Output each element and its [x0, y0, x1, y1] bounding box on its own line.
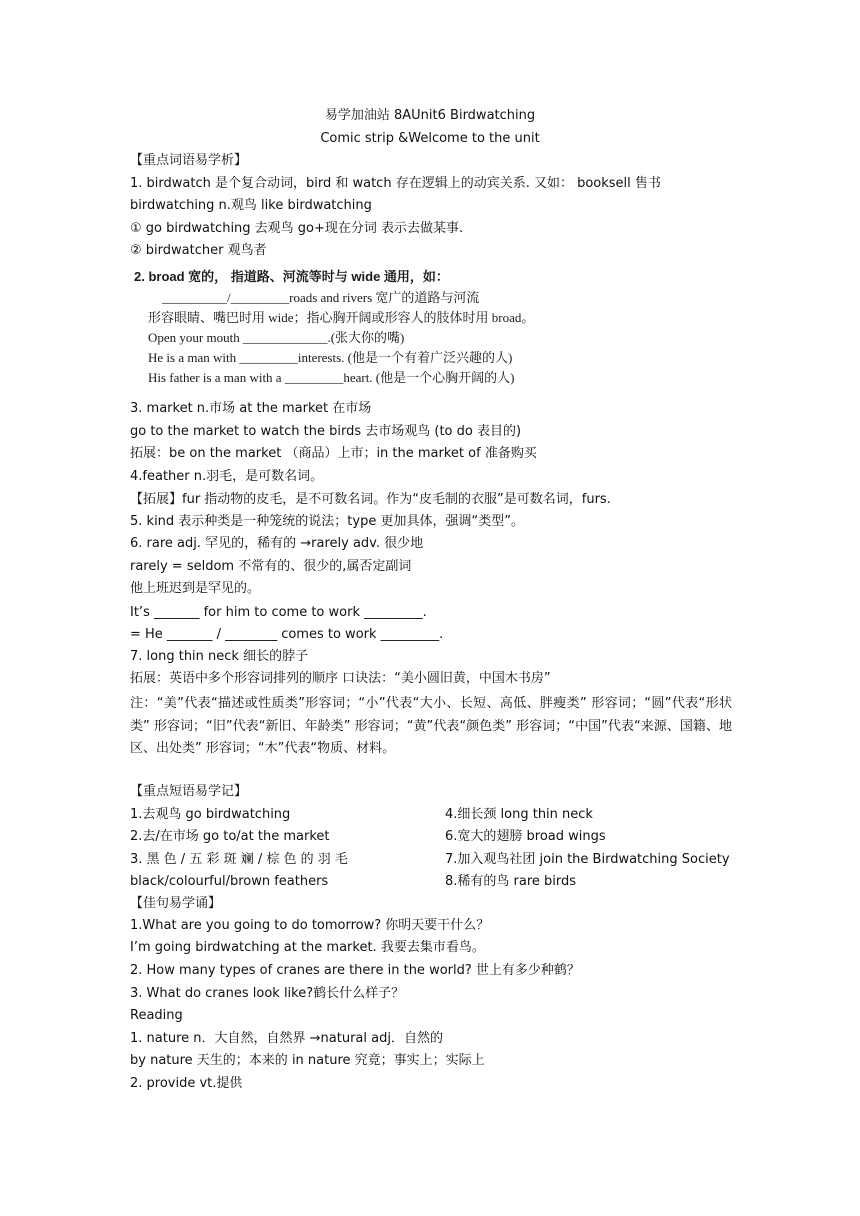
body-line: 拓展：英语中多个形容词排列的顺序 口诀法：“美小圆旧黄，中国木书房”	[130, 671, 551, 686]
broad-line: 2. broad 宽的， 指道路、河流等时与 wide 通用，如：	[134, 269, 449, 284]
vocab-line: ① go birdwatching 去观鸟 go+现在分词 表示去做某事.	[130, 221, 464, 236]
broad-line: __________/_________roads and rivers 宽广的道路与河流	[162, 290, 480, 305]
broad-line: He is a man with _________interests. (他是一个有着广泛兴趣的人)	[148, 350, 513, 365]
body-line: rarely = seldom 不常有的、很少的,属否定副词	[130, 559, 412, 574]
sentence-line: 1. nature n．大自然，自然界 →natural adj．自然的	[130, 1031, 443, 1046]
phrase-right: 7.加入观鸟社团 join the Birdwatching Society	[445, 852, 730, 867]
broad-image-block	[134, 266, 608, 390]
sentence-line: 2. How many types of cranes are there in the world? 世上有多少种鹤？	[130, 963, 580, 978]
phrase-left: 1.去观鸟 go birdwatching	[130, 807, 291, 822]
sentence-line: 3. What do cranes look like?鹤长什么样子？	[130, 986, 405, 1001]
sentence-line: 1.What are you going to do tomorrow? 你明天要干什么？	[130, 918, 490, 933]
phrase-right: 8.稀有的鸟 rare birds	[445, 874, 577, 889]
phrase-left: 2.去/在市场 go to/at the market	[130, 829, 330, 844]
reading-heading: Reading	[130, 1008, 183, 1023]
document-subtitle: Comic strip &Welcome to the unit	[320, 131, 540, 146]
broad-line: 形容眼睛、嘴巴时用 wide；指心胸开阔或形容人的肢体时用 broad。	[148, 310, 535, 325]
sentence-line: I’m going birdwatching at the market. 我要去集市看鸟。	[130, 940, 485, 955]
section-heading-phrases: 【重点短语易学记】	[130, 784, 248, 799]
phrase-left: black/colourful/brown feathers	[130, 874, 329, 889]
broad-line: Open your mouth _____________.(张大你的嘴)	[148, 330, 405, 345]
broad-line: His father is a man with a _________heart. (他是一个心胸开阔的人)	[148, 370, 515, 385]
document-title: 易学加油站 8AUnit6 Birdwatching	[324, 108, 536, 123]
vocab-line: ② birdwatcher 观鸟者	[130, 243, 267, 258]
section-heading-vocab: 【重点词语易学析】	[130, 153, 248, 168]
phrase-right: 4.细长颈 long thin neck	[445, 807, 593, 822]
section-heading-sentences: 【佳句易学诵】	[130, 896, 222, 911]
body-line: 【拓展】fur 指动物的皮毛，是不可数名词。作为“皮毛制的衣服”是可数名词，furs.	[130, 492, 611, 507]
body-line: = He _______ / ________ comes to work _________.	[130, 627, 444, 642]
body-line: 拓展：be on the market （商品）上市；in the market of 准备购买	[130, 446, 537, 461]
body-line: go to the market to watch the birds 去市场观鸟 (to do 表目的)	[130, 424, 522, 439]
vocab-line: 1. birdwatch 是个复合动词，bird 和 watch 存在逻辑上的动宾关系. 又如： booksell 售书	[130, 176, 661, 191]
sentence-line: by nature 天生的；本来的 in nature 究竟；事实上；实际上	[130, 1053, 485, 1068]
body-line: 7. long thin neck 细长的脖子	[130, 649, 309, 664]
body-line: 他上班迟到是罕见的。	[130, 581, 261, 596]
body-line: 3. market n.市场 at the market 在市场	[130, 401, 372, 416]
body-line: 6. rare adj. 罕见的，稀有的 →rarely adv. 很少地	[130, 536, 424, 551]
body-line: 4.feather n.羽毛，是可数名词。	[130, 469, 324, 484]
body-line: It’s _______ for him to come to work _________.	[130, 605, 427, 620]
vocab-line: birdwatching n.观鸟 like birdwatching	[130, 198, 372, 213]
phrase-left: 3. 黑 色 / 五 彩 斑 斓 / 棕 色 的 羽 毛	[130, 852, 348, 867]
note-paragraph: 注：“美”代表“描述或性质类”形容词；“小”代表“大小、长短、高低、胖瘦类” 形容词；“圆”代表“形状类” 形容词；“旧”代表“新旧、年龄类” 形容词；“黄”代表“颜色类” 形容词；“中国”代表“来源、国籍、地区、出处类” 形容词；“木”代表“物质、材料。	[130, 696, 732, 756]
phrase-right: 6.宽大的翅膀 broad wings	[445, 829, 606, 844]
body-line: 5. kind 表示种类是一种笼统的说法；type 更加具体，强调“类型”。	[130, 514, 524, 529]
sentence-line: 2. provide vt.提供	[130, 1076, 243, 1091]
